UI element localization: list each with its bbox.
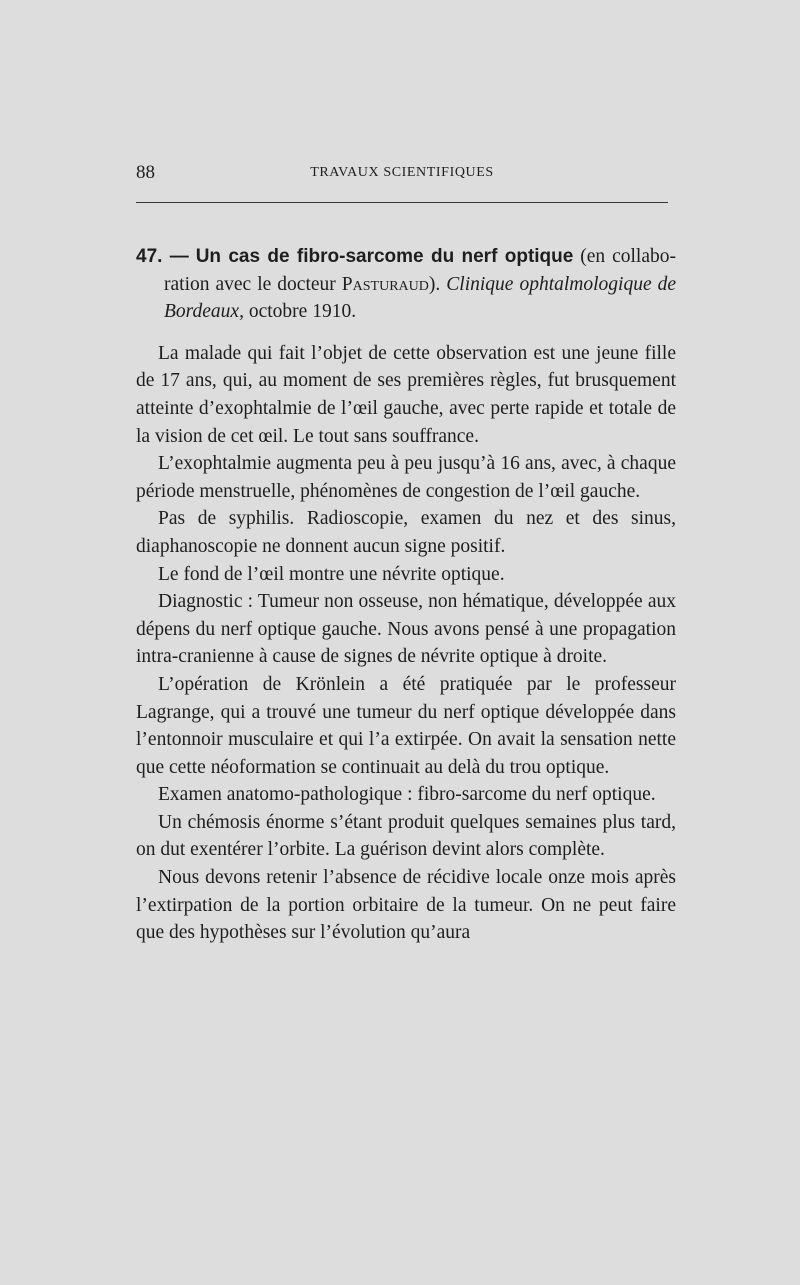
entry-after-author: ). — [428, 273, 441, 295]
paragraph-diagnosis: Diagnostic : Tumeur non osseuse, non hématique, développée aux dépens du nerf optique gauche. Nous avons pensé à une propagation intra-cranienne à cause de signes de névrite optique à droite. — [136, 591, 676, 668]
running-title: TRAVAUX SCIENTIFIQUES — [310, 165, 494, 180]
entry-heading — [136, 243, 676, 326]
entry-number: 47. — — [136, 246, 189, 267]
paragraph-negative-exams: Pas de syphilis. Radioscopie, examen du nez et des sinus, diaphanoscopie ne donnent aucun signe positif. — [136, 508, 676, 557]
page-body — [136, 243, 676, 947]
paragraph-recurrence: Nous devons retenir l’absence de récidive locale onze mois après l’extirpation de la portion orbitaire de la tumeur. On ne peut faire que des hypothèses sur l’évolution qu’aura — [136, 867, 676, 944]
paragraph-exophthalmia: L’exophtalmie augmenta peu à peu jusqu’à 16 ans, avec, à chaque période menstruelle, phénomènes de congestion de l’œil gauche. — [136, 453, 676, 502]
entry-intro: (en collaboration avec le docteur — [164, 246, 677, 295]
page-number: 88 — [136, 162, 155, 183]
entry-date: octobre 1910. — [248, 301, 357, 323]
page-header — [136, 162, 668, 188]
paragraph-chemosis: Un chémosis énorme s’étant produit quelques semaines plus tard, on dut exentérer l’orbite. La guérison devint alors complète. — [136, 811, 676, 861]
paragraph-case-history: La malade qui fait l’objet de cette observation est une jeune fille de 17 ans, qui, au moment de ses premières règles, fut brusquement atteinte d’exophtalmie de l’œil gauche, avec perte rapide et totale de la vision de cet œil. Le tout sans souffrance. — [136, 342, 676, 447]
entry-author: Pasturaud — [341, 273, 429, 295]
entry-title: Un cas de fibro-sarcome du nerf optique — [195, 246, 574, 267]
paragraph-operation: L’opération de Krönlein a été pratiquée par le professeur Lagrange, qui a trouvé une tumeur du nerf optique développée dans l’entonnoir musculaire et qui l’a extirpée. On avait la sensation nette que cette néoformation se continuait au delà du trou optique. — [136, 673, 676, 778]
paragraph-fundus: Le fond de l’œil montre une névrite optique. — [158, 563, 505, 585]
entry-journal: Clinique ophtalmologique de Bordeaux, — [164, 273, 677, 323]
paragraph-pathology: Examen anatomo-pathologique : fibro-sarcome du nerf optique. — [158, 784, 656, 806]
header-rule — [136, 202, 668, 203]
